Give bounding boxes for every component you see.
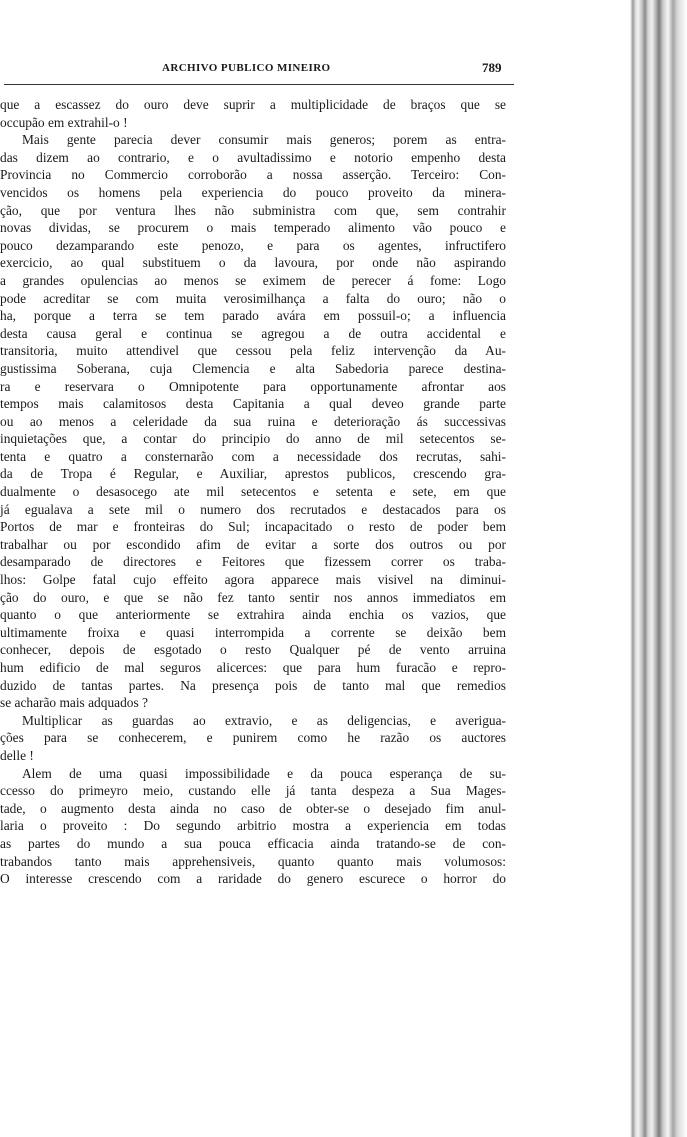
text-line: tade, o augmento desta ainda no caso de obter-se o desejado fim anul- [0, 800, 506, 816]
text-line: que a escassez do ouro deve suprir a multiplicidade de braços que se [0, 97, 506, 112]
text-line: duzido de tantas partes. Na presença pois de tanto mal que remedios [0, 677, 506, 693]
text-line: trabalhar ou por escondido afim de evitar a sorte dos outros ou por [0, 536, 506, 552]
page-number: 789 [482, 60, 502, 75]
running-title: ARCHIVO PUBLICO MINEIRO [162, 62, 331, 74]
text-line: delle ! [0, 747, 34, 763]
text-line: já egualava a sete mil o numero dos recrutados e destacados para os [0, 501, 506, 517]
text-line: conhecer, depois de esgotado o resto Qualquer pé de vento arruina [0, 642, 506, 658]
text-line: ra e reservara o Omnipotente para opportunamente afrontar aos [0, 378, 506, 394]
text-line: das dizem ao contrario, e o avultadissimo e notorio empenho desta [0, 149, 506, 165]
text-line: laria o proveito : Do segundo arbitrio mostra a experiencia em todas [0, 818, 506, 834]
text-line: Multiplicar as guardas ao extravio, e as deligencias, e averigua- [22, 712, 506, 728]
text-line: ções para se conhecerem, e punirem como he razão os auctores [0, 730, 506, 746]
text-line: O interesse crescendo com a raridade do genero escurece o horror do [0, 871, 506, 887]
text-line: Alem de uma quasi impossibilidade e da pouca esperança de su- [22, 765, 506, 781]
text-line: dualmente o desasocego ate mil setecentos e setenta e sete, em que [0, 484, 506, 500]
text-line: ccesso do primeyro meio, custando elle já tanta despeza a Sua Mages- [0, 783, 506, 799]
text-line: gustissima Soberana, cuja Clemencia e alta Sabedoria parece destina- [0, 360, 506, 376]
page-edge-scan-artifact [622, 0, 687, 1137]
text-line: trabandos tanto mais apprehensiveis, quanto quanto mais volumosos: [0, 853, 506, 869]
text-line: inquietações que, a contar do principio do anno de mil setecentos se- [0, 431, 506, 447]
text-line: exercicio, ao qual substituem o da lavoura, por onde não aspirando [0, 255, 506, 271]
text-line: desamparado de directores e Feitores que fizessem correr os traba- [0, 554, 506, 570]
text-line: tempos mais calamitosos desta Capitania a qual deveo grande parte [0, 396, 506, 412]
text-line: tenta e quatro a consternarão com a necessidade dos recrutas, sahi- [0, 448, 506, 464]
text-line: Mais gente parecia dever consumir mais generos; porem as entra- [22, 132, 506, 148]
text-line: ção do ouro, e que se não fez tanto sentir nos annos immediatos em [0, 589, 506, 605]
text-line: quanto o que anteriormente se extrahira ainda enchia os vazios, que [0, 607, 506, 623]
text-line: ou ao menos a celeridade da sua ruina e deterioração ás successivas [0, 413, 506, 429]
header-rule [4, 84, 514, 85]
text-line: Portos de mar e fronteiras do Sul; incapacitado o resto de poder bem [0, 519, 506, 535]
text-line: se acharão mais adquados ? [0, 695, 148, 711]
body-text [0, 96, 506, 888]
text-line: lhos: Golpe fatal cujo effeito agora apparece mais visivel na diminui- [0, 572, 506, 588]
text-line: desta causa geral e continua se agregou a de outra accidental e [0, 325, 506, 341]
page-header [0, 60, 515, 80]
text-line: hum edificio de mal seguros alicerces: que para hum furacão e repro- [0, 660, 506, 675]
text-line: Provincia no Commercio corroborão a nossa asserção. Terceiro: Con- [0, 167, 506, 183]
text-line: ha, porque a terra se tem parado avára em possuil-o; a influencia [0, 308, 506, 324]
text-line: transitoria, muito attendivel que cessou pela feliz intervenção da Au- [0, 343, 506, 359]
text-line: pode acreditar se com muita verosimilhança a falta do ouro; não o [0, 290, 506, 306]
text-line: as partes do mundo a sua pouca efficacia ainda tratando-se de con- [0, 835, 506, 851]
text-line: ção, que por ventura lhes não subministra com que, sem contrahir [0, 202, 506, 218]
text-line: ultimamente froixa e quasi interrompida a corrente se deixão bem [0, 624, 506, 640]
text-line: occupão em extrahil-o ! [0, 114, 128, 130]
text-line: vencidos os homens pela experiencia do pouco proveito da minera- [0, 184, 506, 200]
text-line: a grandes opulencias ao menos se eximem de perecer á fome: Logo [0, 272, 506, 288]
text-line: novas dividas, se procurem o mais temperado alimento vão pouco e [0, 220, 506, 236]
text-line: da de Tropa é Regular, e Auxiliar, aprestos publicos, crescendo gra- [0, 466, 506, 482]
text-line: pouco dezamparando este penozo, e para os agentes, infructifero [0, 237, 506, 253]
